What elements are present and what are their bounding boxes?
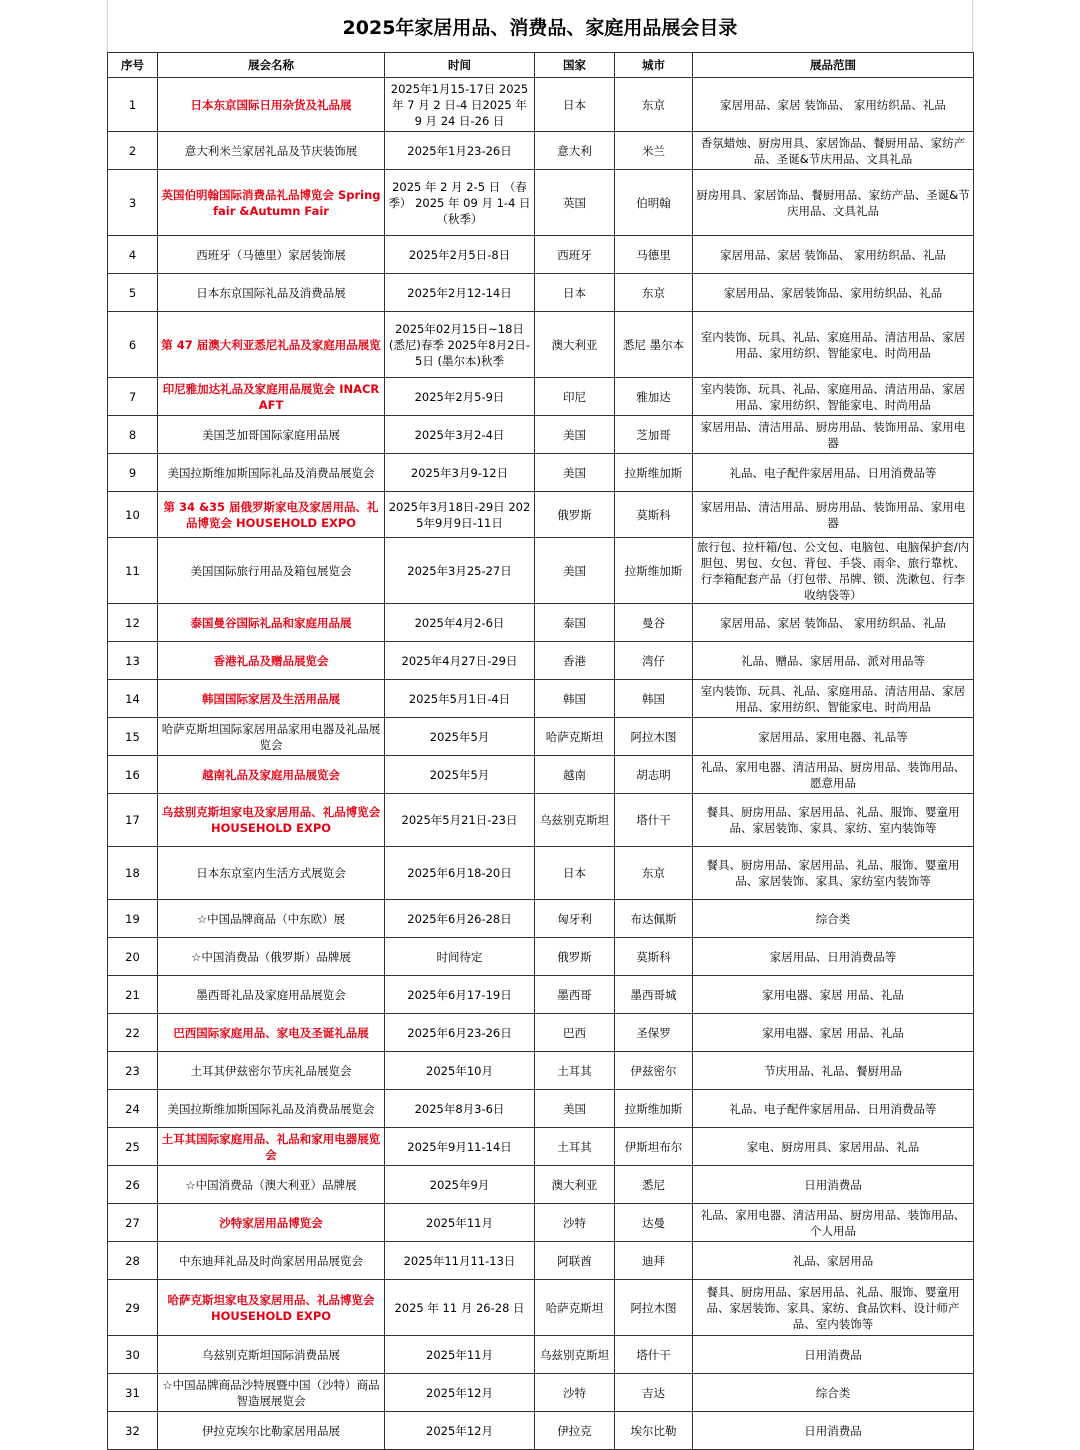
cell-city: 东京 (615, 78, 693, 132)
cell-time: 2025年11月 (385, 1204, 535, 1242)
cell-country: 韩国 (535, 680, 615, 718)
cell-scope: 日用消费品 (693, 1412, 974, 1450)
cell-country: 土耳其 (535, 1128, 615, 1166)
cell-country: 美国 (535, 538, 615, 604)
cell-city: 莫斯科 (615, 938, 693, 976)
cell-country: 日本 (535, 274, 615, 312)
cell-name: 哈萨克斯坦家电及家居用品、礼品博览会 HOUSEHOLD EXPO (158, 1280, 385, 1336)
cell-city: 拉斯维加斯 (615, 1090, 693, 1128)
cell-time: 2025年9月11-14日 (385, 1128, 535, 1166)
cell-name: ☆中国品牌商品（中东欧）展 (158, 900, 385, 938)
cell-city: 胡志明 (615, 756, 693, 794)
cell-city: 伯明翰 (615, 170, 693, 236)
table-row (108, 170, 974, 236)
exhibition-sheet (107, 0, 973, 1450)
cell-name: 乌兹别克斯坦家电及家居用品、礼品博览会 HOUSEHOLD EXPO (158, 794, 385, 847)
table-row (108, 538, 974, 604)
cell-name: 美国国际旅行用品及箱包展览会 (158, 538, 385, 604)
header-name: 展会名称 (158, 53, 385, 78)
cell-no: 12 (108, 604, 158, 642)
table-row (108, 938, 974, 976)
cell-name: 第 34 &35 届俄罗斯家电及家居用品、礼品博览会 HOUSEHOLD EXPO (158, 492, 385, 538)
table-row (108, 756, 974, 794)
table-row (108, 1280, 974, 1336)
cell-country: 阿联酋 (535, 1242, 615, 1280)
cell-no: 23 (108, 1052, 158, 1090)
cell-city: 悉尼 (615, 1166, 693, 1204)
cell-country: 哈萨克斯坦 (535, 718, 615, 756)
cell-city: 悉尼 墨尔本 (615, 312, 693, 378)
table-row (108, 1412, 974, 1450)
cell-country: 乌兹别克斯坦 (535, 794, 615, 847)
cell-country: 哈萨克斯坦 (535, 1280, 615, 1336)
cell-time: 2025年12月 (385, 1412, 535, 1450)
cell-name: 哈萨克斯坦国际家居用品家用电器及礼品展览会 (158, 718, 385, 756)
header-country: 国家 (535, 53, 615, 78)
cell-scope: 综合类 (693, 1374, 974, 1412)
cell-no: 9 (108, 454, 158, 492)
cell-scope: 礼品、家居用品 (693, 1242, 974, 1280)
cell-country: 英国 (535, 170, 615, 236)
cell-name: 西班牙（马德里）家居装饰展 (158, 236, 385, 274)
table-row (108, 1128, 974, 1166)
cell-scope: 家居用品、日用消费品等 (693, 938, 974, 976)
table-row (108, 454, 974, 492)
cell-city: 莫斯科 (615, 492, 693, 538)
cell-country: 沙特 (535, 1204, 615, 1242)
cell-time: 2025年1月23-26日 (385, 132, 535, 170)
table-row (108, 1090, 974, 1128)
cell-time: 2025年3月9-12日 (385, 454, 535, 492)
cell-country: 伊拉克 (535, 1412, 615, 1450)
cell-scope: 日用消费品 (693, 1336, 974, 1374)
table-row (108, 312, 974, 378)
cell-time: 2025 年 2 月 2-5 日 （春季） 2025 年 09 月 1-4 日 （秋季） (385, 170, 535, 236)
cell-time: 2025年4月2-6日 (385, 604, 535, 642)
header-row (108, 53, 974, 78)
cell-no: 30 (108, 1336, 158, 1374)
table-row (108, 1014, 974, 1052)
cell-city: 雅加达 (615, 378, 693, 416)
cell-scope: 家用电器、家居 用品、礼品 (693, 976, 974, 1014)
cell-name: 越南礼品及家庭用品展览会 (158, 756, 385, 794)
page-title: 2025年家居用品、消费品、家庭用品展会目录 (107, 0, 973, 52)
cell-scope: 家用电器、家居 用品、礼品 (693, 1014, 974, 1052)
table-row (108, 1052, 974, 1090)
cell-time: 2025年2月12-14日 (385, 274, 535, 312)
cell-city: 曼谷 (615, 604, 693, 642)
cell-city: 东京 (615, 847, 693, 900)
cell-time: 2025年10月 (385, 1052, 535, 1090)
cell-time: 2025年6月26-28日 (385, 900, 535, 938)
cell-time: 2025年6月17-19日 (385, 976, 535, 1014)
cell-name: 日本东京国际日用杂货及礼品展 (158, 78, 385, 132)
cell-scope: 餐具、厨房用品、家居用品、礼品、服饰、婴童用品、家居装饰、家具、家纺室内装饰等 (693, 847, 974, 900)
cell-time: 2025年2月5日-8日 (385, 236, 535, 274)
cell-time: 2025年5月21日-23日 (385, 794, 535, 847)
cell-name: 美国芝加哥国际家庭用品展 (158, 416, 385, 454)
cell-country: 意大利 (535, 132, 615, 170)
exhibition-table (107, 52, 974, 1450)
cell-no: 3 (108, 170, 158, 236)
cell-no: 6 (108, 312, 158, 378)
cell-no: 28 (108, 1242, 158, 1280)
cell-country: 香港 (535, 642, 615, 680)
cell-time: 2025 年 11 月 26-28 日 (385, 1280, 535, 1336)
cell-no: 25 (108, 1128, 158, 1166)
cell-country: 美国 (535, 1090, 615, 1128)
table-row (108, 1374, 974, 1412)
header-no: 序号 (108, 53, 158, 78)
cell-city: 塔什干 (615, 1336, 693, 1374)
header-scope: 展品范围 (693, 53, 974, 78)
cell-name: 英国伯明翰国际消费品礼品博览会 Spring fair &Autumn Fair (158, 170, 385, 236)
cell-no: 32 (108, 1412, 158, 1450)
table-row (108, 1166, 974, 1204)
table-row (108, 604, 974, 642)
cell-scope: 礼品、赠品、家居用品、派对用品等 (693, 642, 974, 680)
cell-scope: 家居用品、清洁用品、厨房用品、装饰用品、家用电器 (693, 492, 974, 538)
cell-country: 乌兹别克斯坦 (535, 1336, 615, 1374)
cell-no: 22 (108, 1014, 158, 1052)
cell-country: 美国 (535, 454, 615, 492)
cell-city: 米兰 (615, 132, 693, 170)
cell-scope: 香氛蜡烛、厨房用具、家居饰品、餐厨用品、家纺产品、圣诞&节庆用品、文具礼品 (693, 132, 974, 170)
table-row (108, 718, 974, 756)
cell-country: 越南 (535, 756, 615, 794)
cell-no: 7 (108, 378, 158, 416)
cell-scope: 礼品、家用电器、清洁用品、厨房用品、装饰用品、愿意用品 (693, 756, 974, 794)
cell-country: 土耳其 (535, 1052, 615, 1090)
table-row (108, 794, 974, 847)
cell-time: 2025年1月15-17日 2025年 7 月 2 日-4 日2025 年 9 月 24 日-26 日 (385, 78, 535, 132)
cell-no: 26 (108, 1166, 158, 1204)
header-city: 城市 (615, 53, 693, 78)
header-time: 时间 (385, 53, 535, 78)
cell-name: 日本东京国际礼品及消费品展 (158, 274, 385, 312)
cell-name: 土耳其伊兹密尔节庆礼品展览会 (158, 1052, 385, 1090)
cell-name: 香港礼品及赠品展览会 (158, 642, 385, 680)
cell-country: 匈牙利 (535, 900, 615, 938)
cell-city: 拉斯维加斯 (615, 454, 693, 492)
cell-name: 中东迪拜礼品及时尚家居用品展览会 (158, 1242, 385, 1280)
cell-time: 2025年4月27日-29日 (385, 642, 535, 680)
cell-city: 圣保罗 (615, 1014, 693, 1052)
cell-no: 8 (108, 416, 158, 454)
cell-country: 澳大利亚 (535, 312, 615, 378)
table-row (108, 1336, 974, 1374)
cell-no: 10 (108, 492, 158, 538)
cell-city: 阿拉木图 (615, 718, 693, 756)
cell-city: 韩国 (615, 680, 693, 718)
cell-name: 美国拉斯维加斯国际礼品及消费品展览会 (158, 1090, 385, 1128)
cell-scope: 综合类 (693, 900, 974, 938)
cell-scope: 礼品、电子配件家居用品、日用消费品等 (693, 454, 974, 492)
cell-country: 沙特 (535, 1374, 615, 1412)
cell-city: 东京 (615, 274, 693, 312)
cell-city: 塔什干 (615, 794, 693, 847)
table-row (108, 900, 974, 938)
cell-time: 2025年02月15日~18日 (悉尼)春季 2025年8月2日-5日 (墨尔本)秋季 (385, 312, 535, 378)
cell-name: 韩国国际家居及生活用品展 (158, 680, 385, 718)
table-row (108, 847, 974, 900)
cell-no: 18 (108, 847, 158, 900)
cell-city: 吉达 (615, 1374, 693, 1412)
cell-no: 14 (108, 680, 158, 718)
cell-name: 第 47 届澳大利亚悉尼礼品及家庭用品展览 (158, 312, 385, 378)
table-row (108, 680, 974, 718)
cell-scope: 家居用品、清洁用品、厨房用品、装饰用品、家用电器 (693, 416, 974, 454)
cell-name: 土耳其国际家庭用品、礼品和家用电器展览会 (158, 1128, 385, 1166)
cell-name: 乌兹别克斯坦国际消费品展 (158, 1336, 385, 1374)
cell-no: 27 (108, 1204, 158, 1242)
cell-scope: 家居用品、家居 装饰品、 家用纺织品、礼品 (693, 604, 974, 642)
cell-country: 俄罗斯 (535, 492, 615, 538)
table-row (108, 236, 974, 274)
cell-time: 2025年3月18日-29日 2025年9月9日-11日 (385, 492, 535, 538)
cell-time: 2025年12月 (385, 1374, 535, 1412)
table-row (108, 274, 974, 312)
cell-country: 美国 (535, 416, 615, 454)
cell-name: 巴西国际家庭用品、家电及圣诞礼品展 (158, 1014, 385, 1052)
cell-time: 2025年9月 (385, 1166, 535, 1204)
cell-no: 4 (108, 236, 158, 274)
cell-time: 2025年3月2-4日 (385, 416, 535, 454)
cell-no: 29 (108, 1280, 158, 1336)
cell-scope: 日用消费品 (693, 1166, 974, 1204)
cell-scope: 节庆用品、礼品、餐厨用品 (693, 1052, 974, 1090)
table-row (108, 416, 974, 454)
cell-time: 2025年6月23-26日 (385, 1014, 535, 1052)
table-row (108, 976, 974, 1014)
cell-country: 俄罗斯 (535, 938, 615, 976)
cell-country: 墨西哥 (535, 976, 615, 1014)
table-row (108, 378, 974, 416)
table-row (108, 1204, 974, 1242)
cell-time: 2025年5月1日-4日 (385, 680, 535, 718)
table-row (108, 78, 974, 132)
cell-city: 达曼 (615, 1204, 693, 1242)
cell-name: 沙特家居用品博览会 (158, 1204, 385, 1242)
cell-country: 巴西 (535, 1014, 615, 1052)
table-row (108, 642, 974, 680)
cell-name: 意大利米兰家居礼品及节庆装饰展 (158, 132, 385, 170)
cell-scope: 餐具、厨房用品、家居用品、礼品、服饰、婴童用品、家居装饰、家具、家纺、食品饮料、设计师产品、室内装饰等 (693, 1280, 974, 1336)
cell-scope: 室内装饰、玩具、礼品、家庭用品、清洁用品、家居用品、家用纺织、智能家电、时尚用品 (693, 312, 974, 378)
cell-scope: 家居用品、家居装饰品、家用纺织品、礼品 (693, 274, 974, 312)
cell-no: 19 (108, 900, 158, 938)
cell-no: 2 (108, 132, 158, 170)
cell-city: 马德里 (615, 236, 693, 274)
cell-no: 21 (108, 976, 158, 1014)
cell-no: 17 (108, 794, 158, 847)
cell-name: 伊拉克埃尔比勒家居用品展 (158, 1412, 385, 1450)
cell-time: 时间待定 (385, 938, 535, 976)
cell-scope: 礼品、家用电器、清洁用品、厨房用品、装饰用品、个人用品 (693, 1204, 974, 1242)
cell-time: 2025年8月3-6日 (385, 1090, 535, 1128)
cell-name: 墨西哥礼品及家庭用品展览会 (158, 976, 385, 1014)
cell-city: 伊斯坦布尔 (615, 1128, 693, 1166)
cell-scope: 家居用品、家居 装饰品、 家用纺织品、礼品 (693, 78, 974, 132)
cell-city: 伊兹密尔 (615, 1052, 693, 1090)
cell-city: 阿拉木图 (615, 1280, 693, 1336)
cell-scope: 旅行包、拉杆箱/包、公文包、电脑包、电脑保护套/内胆包、男包、女包、背包、手袋、雨伞、旅行靠枕、行李箱配套产品（打包带、吊牌、锁、洗漱包、行李收纳袋等） (693, 538, 974, 604)
cell-no: 31 (108, 1374, 158, 1412)
cell-scope: 室内装饰、玩具、礼品、家庭用品、清洁用品、家居用品、家用纺织、智能家电、时尚用品 (693, 378, 974, 416)
cell-country: 日本 (535, 78, 615, 132)
table-row (108, 492, 974, 538)
cell-scope: 室内装饰、玩具、礼品、家庭用品、清洁用品、家居用品、家用纺织、智能家电、时尚用品 (693, 680, 974, 718)
cell-city: 墨西哥城 (615, 976, 693, 1014)
cell-no: 11 (108, 538, 158, 604)
cell-name: ☆中国消费品（俄罗斯）品牌展 (158, 938, 385, 976)
cell-name: 印尼雅加达礼品及家庭用品展览会 INACRAFT (158, 378, 385, 416)
cell-city: 芝加哥 (615, 416, 693, 454)
cell-country: 日本 (535, 847, 615, 900)
cell-time: 2025年5月 (385, 718, 535, 756)
cell-country: 印尼 (535, 378, 615, 416)
cell-city: 布达佩斯 (615, 900, 693, 938)
cell-time: 2025年5月 (385, 756, 535, 794)
cell-name: ☆中国消费品（澳大利亚）品牌展 (158, 1166, 385, 1204)
table-row (108, 1242, 974, 1280)
cell-name: 美国拉斯维加斯国际礼品及消费品展览会 (158, 454, 385, 492)
cell-no: 15 (108, 718, 158, 756)
cell-name: ☆中国品牌商品沙特展暨中国（沙特）商品智造展展览会 (158, 1374, 385, 1412)
cell-no: 1 (108, 78, 158, 132)
cell-scope: 家居用品、家用电器、礼品等 (693, 718, 974, 756)
cell-city: 迪拜 (615, 1242, 693, 1280)
cell-country: 西班牙 (535, 236, 615, 274)
cell-scope: 厨房用具、家居饰品、餐厨用品、家纺产品、圣诞&节庆用品、文具礼品 (693, 170, 974, 236)
cell-no: 16 (108, 756, 158, 794)
cell-country: 泰国 (535, 604, 615, 642)
cell-name: 泰国曼谷国际礼品和家庭用品展 (158, 604, 385, 642)
cell-no: 20 (108, 938, 158, 976)
cell-scope: 家居用品、家居 装饰品、 家用纺织品、礼品 (693, 236, 974, 274)
cell-no: 5 (108, 274, 158, 312)
cell-country: 澳大利亚 (535, 1166, 615, 1204)
cell-time: 2025年11月 (385, 1336, 535, 1374)
cell-city: 拉斯维加斯 (615, 538, 693, 604)
cell-time: 2025年11月11-13日 (385, 1242, 535, 1280)
cell-time: 2025年2月5-9日 (385, 378, 535, 416)
cell-no: 24 (108, 1090, 158, 1128)
cell-city: 埃尔比勒 (615, 1412, 693, 1450)
cell-time: 2025年3月25-27日 (385, 538, 535, 604)
cell-city: 湾仔 (615, 642, 693, 680)
cell-no: 13 (108, 642, 158, 680)
table-row (108, 132, 974, 170)
cell-time: 2025年6月18-20日 (385, 847, 535, 900)
cell-scope: 礼品、电子配件家居用品、日用消费品等 (693, 1090, 974, 1128)
cell-scope: 家电、厨房用具、家居用品、礼品 (693, 1128, 974, 1166)
cell-scope: 餐具、厨房用品、家居用品、礼品、服饰、婴童用品、家居装饰、家具、家纺、室内装饰等 (693, 794, 974, 847)
cell-name: 日本东京室内生活方式展览会 (158, 847, 385, 900)
